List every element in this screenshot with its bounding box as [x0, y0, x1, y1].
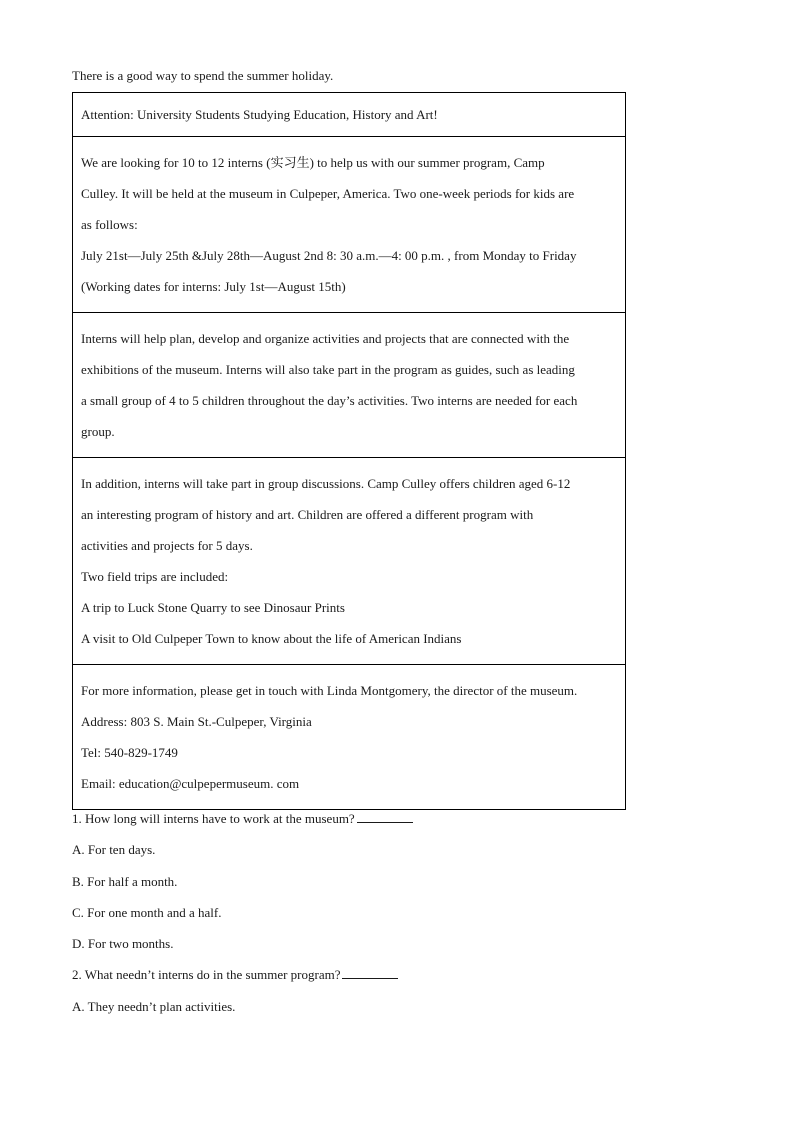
- question-1: [72, 803, 722, 834]
- duties-line: group.: [81, 424, 115, 439]
- activities-line: activities and projects for 5 days.: [81, 538, 253, 553]
- intern-dates-line: (Working dates for interns: July 1st—August 15th): [81, 279, 346, 294]
- question-1-option-b: B. For half a month.: [72, 873, 178, 889]
- tel-line: Tel: 540-829-1749: [81, 745, 178, 760]
- notice-cell-contact: [73, 665, 626, 810]
- duties-line: exhibitions of the museum. Interns will also take part in the program as guides, such as leading: [81, 362, 575, 377]
- question-2-stem: 2. What needn’t interns do in the summer program?: [72, 967, 341, 983]
- program-line: We are looking for 10 to 12 interns (实习生) to help us with our summer program, Camp: [81, 155, 545, 170]
- notice-row-attention: [73, 93, 626, 137]
- duties-line: a small group of 4 to 5 children throughout the day’s activities. Two interns are needed for each: [81, 393, 578, 408]
- email-line: Email: education@culpepermuseum. com: [81, 776, 300, 791]
- program-dates-line: July 21st—July 25th &July 28th—August 2nd 8: 30 a.m.—4: 00 p.m. , from Monday to Friday: [81, 248, 577, 263]
- program-line: Culley. It will be held at the museum in Culpeper, America. Two one-week periods for kids are: [81, 186, 575, 201]
- notice-table: [72, 92, 626, 810]
- field-trips-heading: Two field trips are included:: [81, 569, 229, 584]
- question-1-option-d: D. For two months.: [72, 936, 174, 952]
- notice-cell-activities: [73, 458, 626, 665]
- notice-cell-program: [73, 137, 626, 313]
- question-1-option-c: C. For one month and a half.: [72, 904, 222, 920]
- address-line: Address: 803 S. Main St.-Culpeper, Virginia: [81, 714, 312, 729]
- questions-section: [72, 803, 722, 1022]
- question-2-option-a: A. They needn’t plan activities.: [72, 998, 236, 1014]
- contact-line: For more information, please get in touch with Linda Montgomery, the director of the museum.: [81, 683, 578, 698]
- answer-blank: [357, 810, 413, 823]
- notice-row-contact: [73, 665, 626, 810]
- answer-blank: [342, 966, 398, 979]
- duties-line: Interns will help plan, develop and organize activities and projects that are connected with the: [81, 331, 570, 346]
- field-trip-item: A trip to Luck Stone Quarry to see Dinosaur Prints: [81, 600, 345, 615]
- program-line: as follows:: [81, 217, 138, 232]
- notice-row-duties: [73, 313, 626, 458]
- notice-row-activities: [73, 458, 626, 665]
- notice-row-program: [73, 137, 626, 313]
- activities-line: In addition, interns will take part in group discussions. Camp Culley offers children aged 6-12: [81, 476, 571, 491]
- activities-line: an interesting program of history and art. Children are offered a different program with: [81, 507, 534, 522]
- notice-cell-duties: [73, 313, 626, 458]
- question-2: [72, 959, 722, 990]
- question-1-option-a: A. For ten days.: [72, 842, 156, 858]
- notice-cell-attention: [73, 93, 626, 137]
- intro-text: There is a good way to spend the summer holiday.: [72, 68, 334, 83]
- field-trip-item: A visit to Old Culpeper Town to know about the life of American Indians: [81, 631, 462, 646]
- question-1-stem: 1. How long will interns have to work at the museum?: [72, 811, 355, 826]
- attention-line: Attention: University Students Studying Education, History and Art!: [81, 107, 438, 122]
